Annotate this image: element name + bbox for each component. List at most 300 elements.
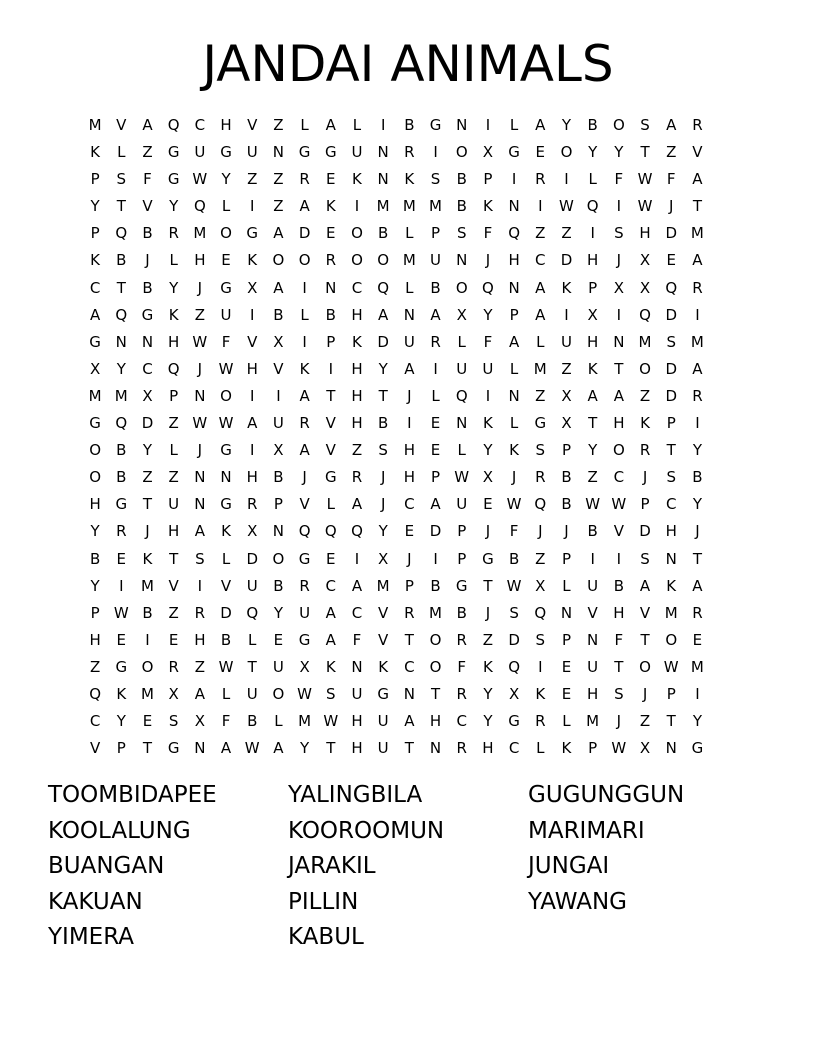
grid-cell[interactable]: Q xyxy=(534,603,547,622)
grid-cell[interactable]: H xyxy=(587,332,599,351)
grid-cell[interactable]: U xyxy=(403,332,415,351)
grid-cell[interactable]: R xyxy=(299,576,310,595)
grid-cell[interactable]: U xyxy=(456,359,468,378)
grid-cell[interactable]: X xyxy=(639,278,651,297)
grid-cell[interactable]: S xyxy=(195,549,205,568)
grid-cell[interactable]: P xyxy=(588,739,598,758)
grid-cell[interactable]: I xyxy=(695,414,700,433)
grid-cell[interactable]: L xyxy=(117,143,126,162)
grid-cell[interactable]: G xyxy=(220,278,232,297)
grid-cell[interactable]: P xyxy=(457,549,467,568)
grid-cell[interactable]: D xyxy=(665,359,677,378)
grid-cell[interactable]: H xyxy=(613,414,625,433)
grid-cell[interactable]: T xyxy=(142,739,153,758)
grid-cell[interactable]: Y xyxy=(483,712,493,731)
grid-cell[interactable]: T xyxy=(326,739,336,758)
grid-cell[interactable]: S xyxy=(614,684,624,703)
grid-cell[interactable]: X xyxy=(168,684,179,703)
grid-cell[interactable]: G xyxy=(324,468,337,487)
grid-cell[interactable]: Y xyxy=(273,603,283,622)
grid-cell[interactable]: A xyxy=(430,305,441,324)
grid-cell[interactable]: F xyxy=(221,332,231,351)
grid-cell[interactable]: C xyxy=(194,116,206,134)
grid-cell[interactable]: X xyxy=(273,441,284,460)
grid-cell[interactable]: E xyxy=(692,630,703,649)
grid-cell[interactable]: A xyxy=(299,386,310,405)
grid-cell[interactable]: A xyxy=(325,116,336,134)
grid-cell[interactable]: O xyxy=(455,278,468,297)
grid-cell[interactable]: R xyxy=(535,712,546,731)
grid-cell[interactable]: G xyxy=(141,305,154,324)
grid-cell[interactable]: G xyxy=(115,495,128,514)
grid-cell[interactable]: G xyxy=(508,712,520,731)
grid-cell[interactable]: G xyxy=(324,143,337,162)
grid-cell[interactable]: P xyxy=(640,495,650,514)
grid-cell[interactable]: O xyxy=(272,549,285,568)
grid-cell[interactable]: T xyxy=(666,712,676,731)
grid-cell[interactable]: X xyxy=(508,684,520,703)
grid-cell[interactable]: N xyxy=(429,739,442,758)
grid-cell[interactable]: L xyxy=(221,684,231,703)
grid-cell[interactable]: B xyxy=(273,305,284,324)
grid-cell[interactable]: P xyxy=(666,684,676,703)
grid-cell[interactable]: N xyxy=(325,278,337,297)
grid-cell[interactable]: U xyxy=(587,657,599,676)
grid-cell[interactable]: W xyxy=(663,657,679,676)
grid-cell[interactable]: T xyxy=(614,359,624,378)
grid-cell[interactable]: Q xyxy=(167,359,180,378)
grid-cell[interactable]: C xyxy=(142,359,153,378)
grid-cell[interactable]: E xyxy=(535,143,546,162)
grid-cell[interactable]: G xyxy=(167,143,180,162)
grid-cell[interactable]: C xyxy=(535,251,546,270)
grid-cell[interactable]: Y xyxy=(483,305,493,324)
grid-cell[interactable]: Q xyxy=(298,522,311,541)
grid-cell[interactable]: G xyxy=(691,739,704,758)
grid-cell[interactable]: N xyxy=(194,739,206,758)
grid-cell[interactable]: M xyxy=(140,576,154,595)
grid-cell[interactable]: W xyxy=(297,684,313,703)
grid-cell[interactable]: Z xyxy=(194,305,205,324)
grid-cell[interactable]: B xyxy=(89,549,101,568)
grid-cell[interactable]: I xyxy=(564,170,569,189)
grid-cell[interactable]: B xyxy=(378,414,389,433)
grid-cell[interactable]: N xyxy=(665,739,677,758)
grid-cell[interactable]: Y xyxy=(692,495,702,514)
grid-cell[interactable]: C xyxy=(325,576,337,595)
grid-cell[interactable]: X xyxy=(378,549,389,568)
grid-cell[interactable]: Q xyxy=(639,305,651,324)
grid-cell[interactable]: A xyxy=(666,116,677,134)
grid-cell[interactable]: M xyxy=(88,116,102,134)
grid-cell[interactable]: M xyxy=(402,197,416,216)
grid-cell[interactable]: K xyxy=(142,549,153,568)
grid-cell[interactable]: J xyxy=(616,251,622,270)
grid-cell[interactable]: P xyxy=(431,224,441,243)
grid-cell[interactable]: M xyxy=(690,332,704,351)
grid-cell[interactable]: V xyxy=(273,359,284,378)
grid-cell[interactable]: L xyxy=(300,305,309,324)
grid-cell[interactable]: U xyxy=(246,143,258,162)
grid-cell[interactable]: W xyxy=(218,359,234,378)
grid-cell[interactable]: W xyxy=(244,739,260,758)
grid-cell[interactable]: Z xyxy=(561,224,572,243)
grid-cell[interactable]: P xyxy=(588,278,598,297)
grid-cell[interactable]: L xyxy=(221,549,231,568)
grid-cell[interactable]: K xyxy=(535,684,546,703)
grid-cell[interactable]: C xyxy=(351,278,363,297)
grid-cell[interactable]: J xyxy=(197,278,203,297)
grid-cell[interactable]: N xyxy=(115,332,127,351)
grid-cell[interactable]: D xyxy=(639,522,651,541)
grid-cell[interactable]: M xyxy=(376,576,390,595)
grid-cell[interactable]: B xyxy=(430,576,441,595)
grid-cell[interactable]: Z xyxy=(535,224,546,243)
grid-cell[interactable]: A xyxy=(692,251,703,270)
grid-cell[interactable]: C xyxy=(665,495,677,514)
grid-cell[interactable]: F xyxy=(483,224,493,243)
grid-cell[interactable]: Z xyxy=(142,143,153,162)
grid-cell[interactable]: J xyxy=(407,549,412,568)
grid-cell[interactable]: B xyxy=(456,197,467,216)
grid-cell[interactable]: I xyxy=(250,305,255,324)
grid-cell[interactable]: O xyxy=(272,684,285,703)
grid-cell[interactable]: W xyxy=(506,495,522,514)
grid-cell[interactable]: A xyxy=(247,414,258,433)
grid-cell[interactable]: Z xyxy=(168,468,179,487)
grid-cell[interactable]: A xyxy=(639,576,651,595)
grid-cell[interactable]: W xyxy=(506,576,522,595)
grid-cell[interactable]: S xyxy=(168,712,179,731)
grid-cell[interactable]: Q xyxy=(586,197,599,216)
grid-cell[interactable]: U xyxy=(587,576,599,595)
grid-cell[interactable]: I xyxy=(590,224,595,243)
grid-cell[interactable]: Z xyxy=(89,657,101,676)
grid-cell[interactable]: K xyxy=(168,305,179,324)
grid-cell[interactable]: G xyxy=(220,495,232,514)
grid-cell[interactable]: Z xyxy=(247,170,258,189)
grid-cell[interactable]: E xyxy=(273,630,284,649)
grid-cell[interactable]: P xyxy=(483,170,493,189)
grid-cell[interactable]: S xyxy=(640,549,650,568)
grid-cell[interactable]: A xyxy=(535,305,546,324)
grid-cell[interactable]: R xyxy=(325,251,336,270)
grid-cell[interactable]: H xyxy=(351,414,363,433)
grid-cell[interactable]: K xyxy=(509,441,520,460)
grid-cell[interactable]: R xyxy=(194,603,206,622)
grid-cell[interactable]: L xyxy=(405,224,414,243)
grid-cell[interactable]: Q xyxy=(351,522,363,541)
grid-cell[interactable]: D xyxy=(141,414,154,433)
grid-cell[interactable]: L xyxy=(169,251,178,270)
grid-cell[interactable]: L xyxy=(431,386,440,405)
grid-cell[interactable]: Z xyxy=(273,170,284,189)
grid-cell[interactable]: P xyxy=(561,549,571,568)
grid-cell[interactable]: Y xyxy=(692,712,702,731)
grid-cell[interactable]: Q xyxy=(377,278,390,297)
grid-cell[interactable]: T xyxy=(614,657,624,676)
grid-cell[interactable]: N xyxy=(403,684,415,703)
grid-cell[interactable]: B xyxy=(325,305,336,324)
grid-cell[interactable]: X xyxy=(247,522,258,541)
grid-cell[interactable]: W xyxy=(611,495,627,514)
grid-cell[interactable]: Y xyxy=(588,441,598,460)
grid-cell[interactable]: M xyxy=(298,712,312,731)
grid-cell[interactable]: B xyxy=(247,712,258,731)
grid-cell[interactable]: A xyxy=(220,739,232,758)
grid-cell[interactable]: Z xyxy=(639,386,651,405)
grid-cell[interactable]: T xyxy=(483,576,493,595)
grid-cell[interactable]: I xyxy=(119,576,124,595)
grid-cell[interactable]: P xyxy=(90,224,100,243)
grid-cell[interactable]: N xyxy=(141,332,154,351)
grid-cell[interactable]: U xyxy=(456,495,468,514)
grid-cell[interactable]: Y xyxy=(90,576,100,595)
grid-cell[interactable]: N xyxy=(665,549,677,568)
grid-cell[interactable]: N xyxy=(351,657,363,676)
grid-cell[interactable]: Z xyxy=(351,441,363,460)
grid-cell[interactable]: G xyxy=(298,549,311,568)
grid-cell[interactable]: T xyxy=(116,197,126,216)
grid-cell[interactable]: G xyxy=(220,143,232,162)
grid-cell[interactable]: N xyxy=(220,468,232,487)
grid-cell[interactable]: N xyxy=(377,170,389,189)
grid-cell[interactable]: I xyxy=(433,359,438,378)
grid-cell[interactable]: R xyxy=(692,116,703,134)
grid-cell[interactable]: J xyxy=(695,522,700,541)
grid-cell[interactable]: J xyxy=(485,251,491,270)
grid-cell[interactable]: J xyxy=(145,251,150,270)
grid-cell[interactable]: I xyxy=(695,684,700,703)
grid-cell[interactable]: B xyxy=(561,495,572,514)
grid-cell[interactable]: Y xyxy=(116,359,126,378)
grid-cell[interactable]: H xyxy=(351,739,363,758)
grid-cell[interactable]: K xyxy=(247,251,258,270)
grid-cell[interactable]: I xyxy=(538,657,543,676)
grid-cell[interactable]: O xyxy=(429,630,442,649)
grid-cell[interactable]: D xyxy=(429,522,442,541)
grid-cell[interactable]: A xyxy=(508,332,520,351)
grid-cell[interactable]: H xyxy=(168,332,180,351)
grid-cell[interactable]: O xyxy=(220,224,232,243)
grid-cell[interactable]: G xyxy=(377,684,389,703)
grid-cell[interactable]: H xyxy=(89,495,101,514)
grid-cell[interactable]: B xyxy=(142,603,153,622)
grid-cell[interactable]: E xyxy=(666,251,676,270)
grid-cell[interactable]: B xyxy=(508,549,520,568)
grid-cell[interactable]: Y xyxy=(142,441,153,460)
grid-cell[interactable]: U xyxy=(246,684,258,703)
grid-cell[interactable]: K xyxy=(561,278,572,297)
grid-cell[interactable]: I xyxy=(328,359,333,378)
grid-cell[interactable]: U xyxy=(246,576,258,595)
grid-cell[interactable]: Q xyxy=(324,522,337,541)
grid-cell[interactable]: M xyxy=(533,359,547,378)
grid-cell[interactable]: J xyxy=(197,441,203,460)
grid-cell[interactable]: H xyxy=(665,522,677,541)
grid-cell[interactable]: P xyxy=(561,630,571,649)
grid-cell[interactable]: O xyxy=(560,143,573,162)
grid-cell[interactable]: Q xyxy=(246,603,259,622)
grid-cell[interactable]: D xyxy=(246,549,258,568)
grid-cell[interactable]: J xyxy=(407,386,412,405)
grid-cell[interactable]: A xyxy=(404,712,415,731)
grid-cell[interactable]: B xyxy=(587,116,598,134)
grid-cell[interactable]: U xyxy=(430,251,442,270)
grid-cell[interactable]: W xyxy=(611,739,627,758)
grid-cell[interactable]: G xyxy=(298,143,311,162)
grid-cell[interactable]: R xyxy=(430,332,441,351)
grid-cell[interactable]: T xyxy=(666,441,676,460)
grid-cell[interactable]: S xyxy=(456,224,467,243)
grid-cell[interactable]: L xyxy=(169,441,178,460)
grid-cell[interactable]: W xyxy=(113,603,129,622)
grid-cell[interactable]: H xyxy=(246,468,258,487)
grid-cell[interactable]: X xyxy=(587,305,598,324)
grid-cell[interactable]: N xyxy=(377,143,389,162)
grid-cell[interactable]: Y xyxy=(483,684,493,703)
grid-cell[interactable]: U xyxy=(377,739,389,758)
grid-cell[interactable]: W xyxy=(637,197,653,216)
grid-cell[interactable]: E xyxy=(116,630,127,649)
grid-cell[interactable]: H xyxy=(639,224,651,243)
grid-cell[interactable]: M xyxy=(638,332,652,351)
grid-cell[interactable]: M xyxy=(140,684,154,703)
grid-cell[interactable]: R xyxy=(456,684,467,703)
grid-cell[interactable]: Z xyxy=(639,712,651,731)
grid-cell[interactable]: O xyxy=(455,143,468,162)
grid-cell[interactable]: K xyxy=(325,197,336,216)
grid-cell[interactable]: O xyxy=(89,441,101,460)
grid-cell[interactable]: E xyxy=(116,549,127,568)
grid-cell[interactable]: M xyxy=(664,603,678,622)
grid-cell[interactable]: K xyxy=(90,143,101,162)
grid-cell[interactable]: U xyxy=(272,657,284,676)
grid-cell[interactable]: I xyxy=(407,414,412,433)
grid-cell[interactable]: B xyxy=(613,576,624,595)
grid-cell[interactable]: N xyxy=(272,522,285,541)
grid-cell[interactable]: I xyxy=(250,197,255,216)
grid-cell[interactable]: Z xyxy=(273,197,284,216)
grid-cell[interactable]: M xyxy=(114,386,128,405)
grid-cell[interactable]: R xyxy=(351,468,363,487)
letter-grid[interactable] xyxy=(82,112,742,762)
grid-cell[interactable]: Y xyxy=(378,522,388,541)
grid-cell[interactable]: B xyxy=(142,224,153,243)
grid-cell[interactable]: U xyxy=(351,143,363,162)
grid-cell[interactable]: R xyxy=(299,170,310,189)
grid-cell[interactable]: K xyxy=(404,170,415,189)
grid-cell[interactable]: K xyxy=(352,332,362,351)
grid-cell[interactable]: Y xyxy=(90,197,100,216)
grid-cell[interactable]: C xyxy=(89,712,101,731)
grid-cell[interactable]: A xyxy=(692,359,703,378)
grid-cell[interactable]: Q xyxy=(193,197,206,216)
grid-cell[interactable]: L xyxy=(352,116,362,134)
grid-cell[interactable]: O xyxy=(89,468,101,487)
grid-cell[interactable]: W xyxy=(218,414,234,433)
grid-cell[interactable]: M xyxy=(586,712,600,731)
grid-cell[interactable]: X xyxy=(535,576,546,595)
grid-cell[interactable]: Z xyxy=(587,468,598,487)
grid-cell[interactable]: E xyxy=(561,657,572,676)
grid-cell[interactable]: J xyxy=(302,468,307,487)
grid-cell[interactable]: A xyxy=(325,603,336,622)
grid-cell[interactable]: D xyxy=(665,224,677,243)
grid-cell[interactable]: R xyxy=(168,657,179,676)
grid-cell[interactable]: I xyxy=(616,549,622,568)
grid-cell[interactable]: Q xyxy=(115,305,128,324)
grid-cell[interactable]: L xyxy=(326,495,335,514)
grid-cell[interactable]: R xyxy=(692,278,703,297)
grid-cell[interactable]: N xyxy=(194,468,206,487)
grid-cell[interactable]: I xyxy=(511,170,517,189)
grid-cell[interactable]: F xyxy=(352,630,362,649)
grid-cell[interactable]: Z xyxy=(482,630,494,649)
grid-cell[interactable]: L xyxy=(588,170,597,189)
grid-cell[interactable]: X xyxy=(482,143,494,162)
grid-cell[interactable]: N xyxy=(613,332,625,351)
grid-cell[interactable]: N xyxy=(508,197,520,216)
grid-cell[interactable]: U xyxy=(482,359,494,378)
grid-cell[interactable]: L xyxy=(509,116,519,134)
grid-cell[interactable]: T xyxy=(404,739,414,758)
grid-cell[interactable]: H xyxy=(351,305,363,324)
grid-cell[interactable]: X xyxy=(561,414,572,433)
grid-cell[interactable]: E xyxy=(404,522,415,541)
grid-cell[interactable]: L xyxy=(509,359,519,378)
grid-cell[interactable]: R xyxy=(535,170,546,189)
grid-cell[interactable]: V xyxy=(378,630,389,649)
grid-cell[interactable]: F xyxy=(457,657,467,676)
grid-cell[interactable]: I xyxy=(250,386,255,405)
grid-cell[interactable]: V xyxy=(247,116,258,134)
grid-cell[interactable]: T xyxy=(404,630,414,649)
grid-cell[interactable]: K xyxy=(482,657,493,676)
grid-cell[interactable]: E xyxy=(326,170,336,189)
grid-cell[interactable]: A xyxy=(273,278,284,297)
grid-cell[interactable]: X xyxy=(639,251,651,270)
grid-cell[interactable]: G xyxy=(167,170,180,189)
grid-cell[interactable]: B xyxy=(116,468,127,487)
grid-cell[interactable]: Q xyxy=(167,116,180,134)
grid-cell[interactable]: A xyxy=(351,495,363,514)
grid-cell[interactable]: T xyxy=(326,386,336,405)
grid-cell[interactable]: N xyxy=(560,603,573,622)
grid-cell[interactable]: C xyxy=(613,468,625,487)
grid-cell[interactable]: K xyxy=(116,684,127,703)
grid-cell[interactable]: W xyxy=(637,170,653,189)
grid-cell[interactable]: J xyxy=(538,522,543,541)
grid-cell[interactable]: Y xyxy=(692,441,702,460)
grid-cell[interactable]: B xyxy=(692,468,703,487)
grid-cell[interactable]: Z xyxy=(168,603,179,622)
grid-cell[interactable]: V xyxy=(587,603,598,622)
grid-cell[interactable]: Q xyxy=(482,278,494,297)
grid-cell[interactable]: X xyxy=(89,359,101,378)
grid-cell[interactable]: Y xyxy=(300,739,310,758)
grid-cell[interactable]: G xyxy=(115,657,128,676)
grid-cell[interactable]: S xyxy=(535,441,546,460)
grid-cell[interactable]: G xyxy=(89,414,101,433)
grid-cell[interactable]: I xyxy=(354,549,360,568)
grid-cell[interactable]: N xyxy=(508,386,520,405)
grid-cell[interactable]: R xyxy=(404,143,415,162)
grid-cell[interactable]: V xyxy=(299,495,310,514)
grid-cell[interactable]: O xyxy=(220,386,232,405)
grid-cell[interactable]: G xyxy=(246,224,259,243)
grid-cell[interactable]: G xyxy=(89,332,101,351)
